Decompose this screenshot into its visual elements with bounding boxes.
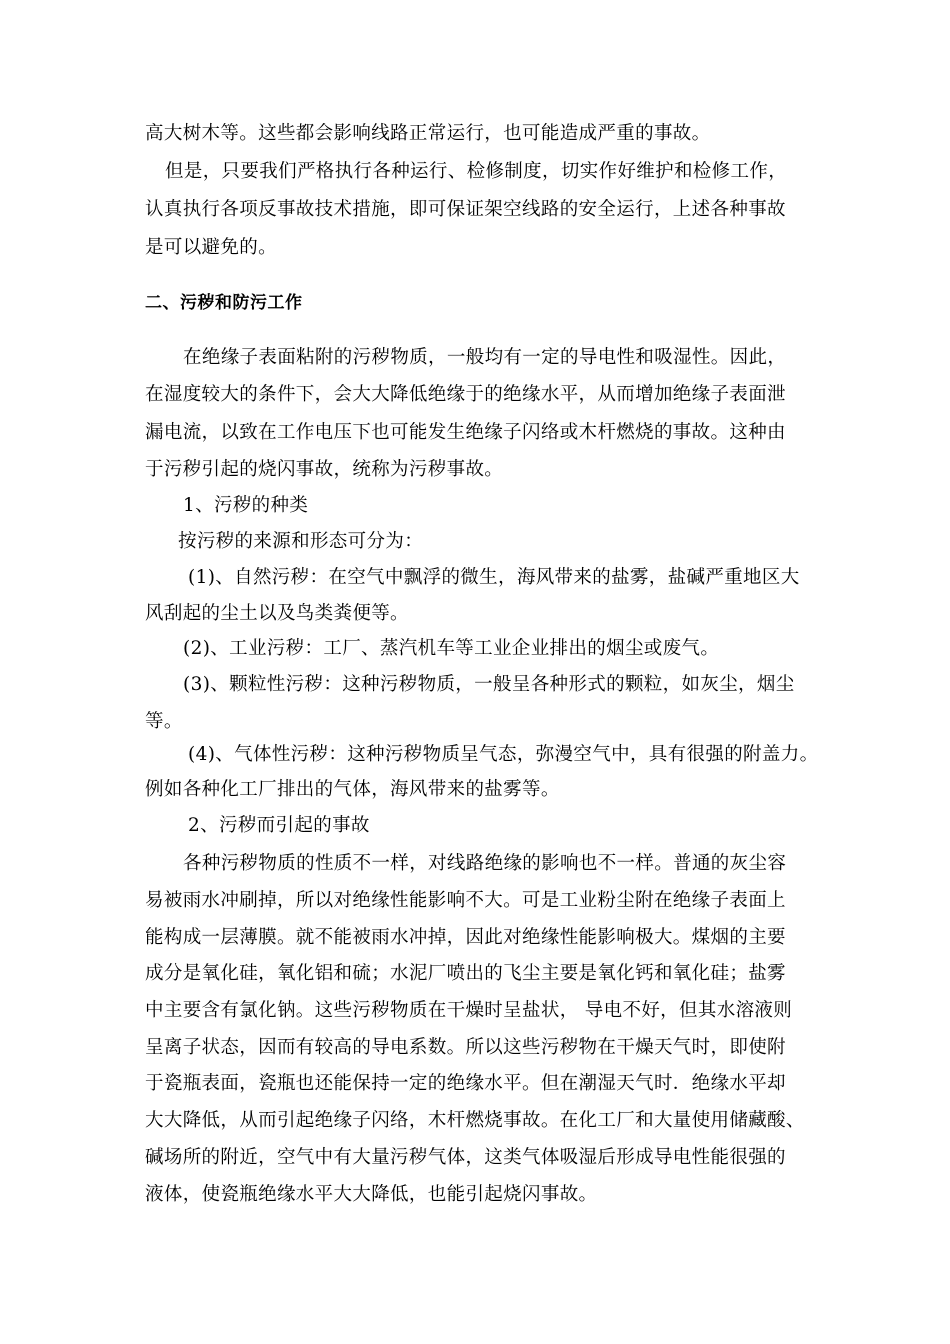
list-item: (4)、气体性污秽：这种污秽物质呈气态，弥漫空气中，具有很强的附盖力。 <box>188 744 819 765</box>
subsection-intro: 按污秽的来源和形态可分为： <box>178 531 424 552</box>
paragraph-line: 易被雨水冲刷掉，所以对绝缘性能影响不大。可是工业粉尘附在绝缘子表面上 <box>145 890 786 911</box>
list-item: (2)、工业污秽：工厂、蒸汽机车等工业企业排出的烟尘或废气。 <box>183 638 720 659</box>
paragraph-line: 大大降低，从而引起绝缘子闪络，木杆燃烧事故。在化工厂和大量使用储藏酸、 <box>145 1110 805 1131</box>
paragraph-line: 在绝缘子表面粘附的污秽物质，一般均有一定的导电性和吸湿性。因此， <box>183 347 787 368</box>
subsection-title: 2、污秽而引起的事故 <box>188 815 370 836</box>
list-item: (1)、自然污秽：在空气中飘浮的微生，海风带来的盐雾，盐碱严重地区大 <box>188 567 800 588</box>
list-item-continuation: 等。 <box>145 711 183 732</box>
intro-line: 但是，只要我们严格执行各种运行、检修制度，切实作好维护和检修工作， <box>165 161 788 182</box>
intro-line: 高大树木等。这些都会影响线路正常运行，也可能造成严重的事故。 <box>145 123 711 144</box>
paragraph-line: 中主要含有氯化钠。这些污秽物质在干燥时呈盐状， 导电不好，但其水溶液则 <box>145 1000 793 1021</box>
section-heading: 二、污秽和防污工作 <box>145 293 303 313</box>
subsection-title: 1、污秽的种类 <box>183 495 309 516</box>
paragraph-line: 于瓷瓶表面，瓷瓶也还能保持一定的绝缘水平。但在潮湿天气时．绝缘水平却 <box>145 1073 786 1094</box>
paragraph-line: 在湿度较大的条件下，会大大降低绝缘于的绝缘水平，从而增加绝缘子表面泄 <box>145 384 786 405</box>
intro-line: 认真执行各项反事故技术措施，即可保证架空线路的安全运行，上述各种事故 <box>145 199 786 220</box>
list-item-continuation: 风刮起的尘土以及鸟类粪便等。 <box>145 603 409 624</box>
paragraph-line: 成分是氧化硅，氧化铝和硫；水泥厂喷出的飞尘主要是氧化钙和氧化硅；盐雾 <box>145 963 786 984</box>
paragraph-line: 呈离子状态，因而有较高的导电系数。所以这些污秽物在干燥天气时，即使附 <box>145 1037 786 1058</box>
paragraph-line: 各种污秽物质的性质不一样，对线路绝缘的影响也不一样。普通的灰尘容 <box>183 853 787 874</box>
paragraph-line: 碱场所的附近，空气中有大量污秽气体，这类气体吸湿后形成导电性能很强的 <box>145 1147 786 1168</box>
paragraph-line: 液体，使瓷瓶绝缘水平大大降低，也能引起烧闪事故。 <box>145 1184 598 1205</box>
list-item-continuation: 例如各种化工厂排出的气体，海风带来的盐雾等。 <box>145 779 560 800</box>
paragraph-line: 于污秽引起的烧闪事故，统称为污秽事故。 <box>145 459 504 480</box>
list-item: (3)、颗粒性污秽：这种污秽物质，一般呈各种形式的颗粒，如灰尘，烟尘 <box>183 674 795 695</box>
paragraph-line: 能构成一层薄膜。就不能被雨水冲掉，因此对绝缘性能影响极大。煤烟的主要 <box>145 927 786 948</box>
paragraph-line: 漏电流，以致在工作电压下也可能发生绝缘子闪络或木杆燃烧的事故。这种由 <box>145 422 786 443</box>
intro-line: 是可以避免的。 <box>145 237 277 258</box>
